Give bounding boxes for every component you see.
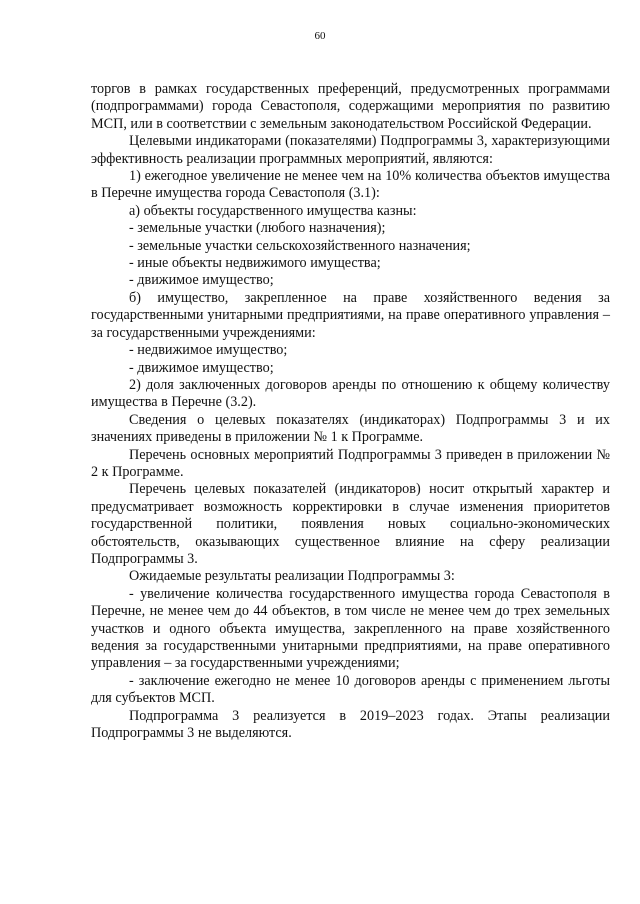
paragraph: Сведения о целевых показателях (индикаторах) Подпрограммы 3 и их значениях приведены в приложении № 1 к Программе. [91,411,610,446]
list-item: б) имущество, закрепленное на праве хозяйственного ведения за государственными унитарными предприятиями, на праве оперативного управления – за государственными учреждениями: [91,289,610,341]
list-item: а) объекты государственного имущества казны: [129,202,417,219]
list-item: - заключение ежегодно не менее 10 договоров аренды с применением льготы для субъектов МСП. [91,672,610,707]
document-body [91,81,610,742]
paragraph: Ожидаемые результаты реализации Подпрограммы 3: [129,568,455,585]
paragraph: Подпрограмма 3 реализуется в 2019–2023 годах. Этапы реализации Подпрограммы 3 не выделяются. [91,707,610,742]
paragraph: Перечень основных мероприятий Подпрограммы 3 приведен в приложении № 2 к Программе. [91,446,610,480]
paragraph: Перечень целевых показателей (индикаторов) носит открытый характер и предусматривает возможность корректировки в случае изменения приоритетов государственной политики, появления новых социально-экономических обстоятельств, оказывающих существенное влияние на сферу реализации Подпрограммы 3. [91,481,610,567]
list-item: - движимое имущество; [129,359,274,376]
list-item: 2) доля заключенных договоров аренды по отношению к общему количеству имущества в Перечне (3.2). [91,376,610,411]
list-item: - земельные участки (любого назначения); [129,220,386,237]
list-item: - иные объекты недвижимого имущества; [129,255,381,272]
list-item: - движимое имущество; [129,272,274,289]
list-item: - земельные участки сельскохозяйственного назначения; [129,237,471,254]
page-number: 60 [314,30,326,42]
paragraph: торгов в рамках государственных преференций, предусмотренных программами (подпрограммами) города Севастополя, содержащими мероприятия по развитию МСП, или в соответствии с земельным законодательством Российской Федерации. [91,81,610,132]
paragraph: 1) ежегодное увеличение не менее чем на 10% количества объектов имущества в Перечне имущества города Севастополя (3.1): [91,168,610,202]
list-item: - увеличение количества государственного имущества города Севастополя в Перечне, не менее чем до 44 объектов, в том числе не менее чем до трех земельных участков и одного объекта имущества, закрепленного на праве хозяйственного ведения за государственными унитарными предприятиями, на праве оперативного управления – за государственными учреждениями; [91,585,610,672]
list-item: - недвижимое имущество; [129,342,288,359]
paragraph: Целевыми индикаторами (показателями) Подпрограммы 3, характеризующими эффективность реализации программных мероприятий, являются: [91,133,610,167]
